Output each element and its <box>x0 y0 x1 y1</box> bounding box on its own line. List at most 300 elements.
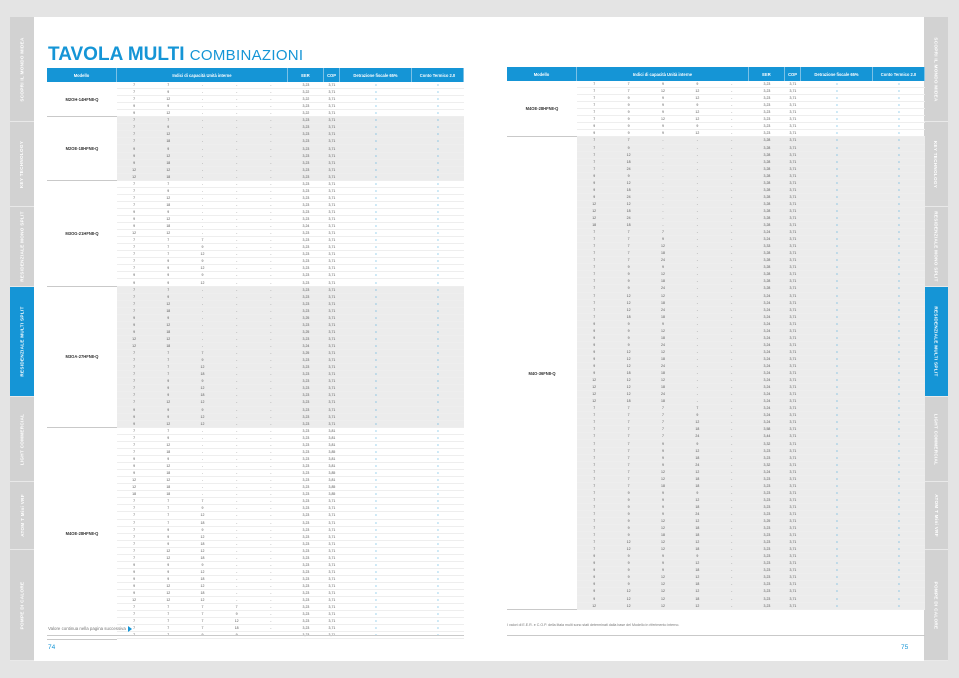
detrazione-dot: • <box>375 407 377 412</box>
capacity-index-cell: 9 <box>627 173 630 178</box>
capacity-index-cell: - <box>731 490 733 495</box>
capacity-index-cell: - <box>270 583 272 588</box>
capacity-index-cell: 9 <box>593 554 596 559</box>
table-row <box>117 153 464 160</box>
table-row <box>577 483 925 490</box>
table-row <box>577 81 925 88</box>
capacity-index-cell: - <box>270 534 272 539</box>
cop-cell: 3,71 <box>328 548 336 553</box>
model-group <box>47 287 464 428</box>
capacity-index-cell: 12 <box>592 208 597 213</box>
capacity-index-cell: 9 <box>662 568 664 573</box>
capacity-index-cell: 9 <box>696 82 699 87</box>
cop-cell: 3,71 <box>789 596 797 601</box>
table-row <box>117 364 464 371</box>
table-row <box>577 314 925 321</box>
detrazione-dot: • <box>836 300 838 305</box>
side-tab-atom-t-mini-vrf[interactable] <box>10 482 34 550</box>
capacity-index-cell: 18 <box>661 251 665 256</box>
capacity-index-cell: 12 <box>166 132 171 137</box>
eer-cell: 3,24 <box>302 224 310 229</box>
eer-cell: 3,32 <box>763 462 771 467</box>
capacity-index-cell: 18 <box>166 471 171 476</box>
table-row <box>577 398 925 405</box>
table-row <box>577 236 925 243</box>
cop-cell: 3,71 <box>328 513 336 518</box>
detrazione-dot: • <box>836 406 838 411</box>
detrazione-dot: • <box>375 534 377 539</box>
eer-cell: 3,23 <box>302 252 310 257</box>
conto-termico-dot: • <box>898 356 900 361</box>
conto-termico-dot: • <box>437 513 439 518</box>
capacity-index-cell: - <box>236 146 238 151</box>
table-row <box>577 250 925 257</box>
capacity-index-cell: 9 <box>167 562 170 567</box>
capacity-index-cell: - <box>731 399 733 404</box>
capacity-index-cell: - <box>662 194 664 199</box>
eer-cell: 3,23 <box>763 103 771 108</box>
capacity-index-cell: 7 <box>593 483 596 488</box>
conto-termico-dot: • <box>898 335 900 340</box>
cop-cell: 3,71 <box>328 499 336 504</box>
capacity-index-cell: - <box>236 485 238 490</box>
capacity-index-cell: - <box>236 301 238 306</box>
capacity-index-cell: 18 <box>661 399 665 404</box>
cop-cell: 3,71 <box>328 118 336 123</box>
capacity-index-cell: 18 <box>661 356 665 361</box>
conto-termico-dot: • <box>898 469 900 474</box>
table-row <box>117 625 464 632</box>
capacity-index-cell: - <box>201 195 204 200</box>
capacity-index-cell: 9 <box>133 280 136 285</box>
left-page <box>10 17 479 661</box>
capacity-index-cell: 12 <box>626 385 631 390</box>
detrazione-dot: • <box>836 173 838 178</box>
capacity-index-cell: 9 <box>133 273 136 278</box>
cop-cell: 3,71 <box>328 287 336 292</box>
table-row <box>117 385 464 392</box>
conto-termico-dot: • <box>898 138 900 143</box>
capacity-index-cell: 9 <box>662 448 664 453</box>
side-tab-scopri-il-mondo-midea[interactable] <box>10 17 34 122</box>
conto-termico-dot: • <box>437 464 439 469</box>
capacity-index-cell: 9 <box>593 561 596 566</box>
cop-cell: 3,71 <box>328 365 336 370</box>
eer-cell: 3,23 <box>763 554 771 559</box>
header-modello: Modello <box>47 68 117 82</box>
capacity-index-cell: - <box>236 245 238 250</box>
table-row <box>577 476 925 483</box>
capacity-index-cell: - <box>696 392 698 397</box>
capacity-index-cell: - <box>731 547 733 552</box>
capacity-index-cell: 7 <box>593 230 596 235</box>
capacity-index-cell: 9 <box>662 455 664 460</box>
conto-termico-dot: • <box>898 187 900 192</box>
table-row <box>577 166 925 173</box>
conto-termico-dot: • <box>437 492 439 497</box>
conto-termico-dot: • <box>898 589 900 594</box>
capacity-index-cell: - <box>270 118 272 123</box>
side-tab-light-commercial[interactable] <box>924 397 948 482</box>
detrazione-dot: • <box>836 194 838 199</box>
capacity-index-cell: 9 <box>627 497 630 502</box>
capacity-index-cell: - <box>201 478 204 483</box>
conto-termico-dot: • <box>898 82 900 87</box>
capacity-index-cell: 7 <box>593 96 596 101</box>
table-row <box>117 407 464 414</box>
capacity-index-cell: 7 <box>133 259 136 264</box>
table-row <box>117 604 464 611</box>
capacity-index-cell: - <box>201 450 204 455</box>
capacity-index-cell: - <box>236 280 238 285</box>
side-tab-residenziale-mono-split[interactable] <box>10 207 34 287</box>
capacity-index-cell: 12 <box>626 349 631 354</box>
cop-cell: 3,71 <box>328 337 336 342</box>
capacity-index-cell: - <box>696 342 698 347</box>
cop-cell: 3,71 <box>789 138 797 143</box>
capacity-index-cell: 12 <box>626 356 631 361</box>
eer-cell: 3,23 <box>302 569 310 574</box>
cop-cell: 3,71 <box>328 202 336 207</box>
capacity-index-cell: - <box>201 457 204 462</box>
capacity-index-cell: - <box>270 569 272 574</box>
capacity-index-cell: - <box>270 605 272 610</box>
eer-cell: 3,23 <box>302 210 310 215</box>
cop-cell: 3,71 <box>328 421 336 426</box>
capacity-index-cell: 7 <box>133 118 136 123</box>
detrazione-dot: • <box>836 399 838 404</box>
capacity-index-cell: 7 <box>133 605 136 610</box>
table-row <box>117 505 464 512</box>
eer-cell: 3,28 <box>763 201 771 206</box>
table-row <box>117 392 464 399</box>
detrazione-dot: • <box>836 441 838 446</box>
capacity-index-cell: - <box>731 392 733 397</box>
table-row <box>117 209 464 216</box>
capacity-index-cell: - <box>696 356 698 361</box>
eer-cell: 3,23 <box>763 504 771 509</box>
table-row <box>577 109 925 116</box>
capacity-index-cell: - <box>662 223 664 228</box>
detrazione-dot: • <box>375 421 377 426</box>
table-row <box>117 597 464 604</box>
capacity-index-cell: 9 <box>662 321 664 326</box>
conto-termico-dot: • <box>898 483 900 488</box>
capacity-index-cell: 7 <box>593 455 596 460</box>
capacity-index-cell: - <box>270 478 272 483</box>
capacity-index-cell: - <box>662 159 664 164</box>
side-navigation-left <box>10 17 34 661</box>
table-row <box>117 569 464 576</box>
cop-cell: 3,71 <box>789 258 797 263</box>
capacity-index-cell: 12 <box>166 478 171 483</box>
conto-termico-dot: • <box>898 385 900 390</box>
detrazione-dot: • <box>375 188 377 193</box>
conto-termico-dot: • <box>898 124 900 129</box>
table-row <box>577 222 925 229</box>
conto-termico-dot: • <box>898 448 900 453</box>
capacity-index-cell: 9 <box>133 421 136 426</box>
conto-termico-dot: • <box>898 378 900 383</box>
capacity-index-cell: 7 <box>627 441 630 446</box>
eer-cell: 3,23 <box>763 511 771 516</box>
table-row <box>117 343 464 350</box>
capacity-index-cell: 7 <box>133 379 136 384</box>
conto-termico-dot: • <box>898 490 900 495</box>
table-row <box>117 414 464 421</box>
side-tab-pompe-di-calore[interactable] <box>10 550 34 661</box>
eer-cell: 3,28 <box>763 166 771 171</box>
capacity-index-cell: 12 <box>166 548 171 553</box>
cop-cell: 3,71 <box>328 400 336 405</box>
detrazione-dot: • <box>836 603 838 608</box>
capacity-index-cell: - <box>731 265 733 270</box>
capacity-index-cell: 9 <box>167 386 170 391</box>
eer-cell: 3,24 <box>763 356 771 361</box>
conto-termico-dot: • <box>898 201 900 206</box>
side-tab-pompe-di-calore[interactable] <box>924 550 948 661</box>
eer-cell: 3,23 <box>302 188 310 193</box>
capacity-index-cell: - <box>731 385 733 390</box>
detrazione-dot: • <box>375 287 377 292</box>
capacity-index-cell: - <box>731 103 733 108</box>
capacity-index-cell: 12 <box>661 89 665 94</box>
cop-cell: 3,71 <box>328 104 336 109</box>
cop-cell: 3,71 <box>789 497 797 502</box>
capacity-index-cell: 24 <box>661 307 665 312</box>
table-row <box>577 307 925 314</box>
capacity-index-cell: 9 <box>201 506 204 511</box>
eer-cell: 3,23 <box>763 526 771 531</box>
capacity-index-cell: - <box>236 407 238 412</box>
capacity-index-cell: - <box>696 180 698 185</box>
capacity-index-cell: - <box>201 308 204 313</box>
eer-cell: 3,23 <box>302 400 310 405</box>
cop-cell: 3,71 <box>328 555 336 560</box>
capacity-index-cell: 7 <box>133 435 136 440</box>
capacity-index-cell: - <box>201 344 204 349</box>
capacity-index-cell: - <box>731 131 733 136</box>
capacity-index-cell: - <box>696 251 698 256</box>
cop-cell: 3,71 <box>789 392 797 397</box>
detrazione-dot: • <box>836 349 838 354</box>
table-row <box>577 525 925 532</box>
side-tab-atom-t-mini-vrf[interactable] <box>924 482 948 550</box>
model-name: M2OH-14HFN8-Q <box>47 82 117 117</box>
cop-cell: 3,71 <box>789 469 797 474</box>
side-tab-scopri-il-mondo-midea[interactable] <box>924 17 948 122</box>
conto-termico-dot: • <box>898 223 900 228</box>
cop-cell: 3,71 <box>789 96 797 101</box>
capacity-index-cell: - <box>270 104 272 109</box>
capacity-index-cell: 7 <box>133 372 136 377</box>
cop-cell: 3,71 <box>789 251 797 256</box>
capacity-index-cell: 9 <box>593 194 596 199</box>
cop-cell: 3,71 <box>789 363 797 368</box>
capacity-index-cell: - <box>201 217 204 222</box>
capacity-index-cell: 7 <box>133 358 136 363</box>
capacity-index-cell: 24 <box>626 194 631 199</box>
page-title <box>48 44 303 66</box>
capacity-index-cell: 9 <box>593 582 596 587</box>
detrazione-dot: • <box>836 427 838 432</box>
side-tab-light-commercial[interactable] <box>10 397 34 482</box>
capacity-index-cell: - <box>731 138 733 143</box>
table-row <box>577 440 925 447</box>
capacity-index-cell: 9 <box>696 413 699 418</box>
table-row <box>577 321 925 328</box>
table-row <box>577 145 925 152</box>
capacity-index-cell: - <box>201 132 204 137</box>
capacity-index-cell: - <box>201 485 204 490</box>
capacity-index-cell: 9 <box>662 110 664 115</box>
cop-cell: 3,71 <box>789 399 797 404</box>
capacity-index-cell: - <box>731 187 733 192</box>
capacity-index-cell: 7 <box>593 476 596 481</box>
capacity-index-cell: 18 <box>695 596 700 601</box>
capacity-index-cell: 9 <box>593 589 596 594</box>
table-row <box>117 618 464 625</box>
capacity-index-cell: 7 <box>133 612 136 617</box>
capacity-index-cell: - <box>236 555 238 560</box>
table-row <box>577 293 925 300</box>
eer-cell: 3,23 <box>302 132 310 137</box>
capacity-index-cell: 12 <box>166 337 171 342</box>
detrazione-dot: • <box>375 485 377 490</box>
detrazione-dot: • <box>375 252 377 257</box>
table-row <box>577 123 925 130</box>
capacity-index-cell: 7 <box>133 245 136 250</box>
side-tab-residenziale-multi-split[interactable] <box>924 287 948 397</box>
capacity-index-cell: 7 <box>167 428 170 433</box>
header-eer: EER <box>749 67 785 81</box>
capacity-index-cell: 18 <box>132 492 137 497</box>
side-tab-residenziale-mono-split[interactable] <box>924 207 948 287</box>
capacity-index-cell: 7 <box>627 462 630 467</box>
capacity-index-cell: 12 <box>592 603 597 608</box>
detrazione-dot: • <box>836 82 838 87</box>
detrazione-dot: • <box>375 414 377 419</box>
capacity-index-cell: - <box>662 166 664 171</box>
conto-termico-dot: • <box>898 272 900 277</box>
conto-termico-dot: • <box>437 294 439 299</box>
capacity-index-cell: - <box>731 82 733 87</box>
capacity-index-cell: - <box>270 330 272 335</box>
capacity-index-cell: 9 <box>627 554 630 559</box>
right-page <box>479 17 948 661</box>
capacity-index-cell: - <box>731 124 733 129</box>
table-row <box>117 145 464 152</box>
cop-cell: 3,71 <box>328 273 336 278</box>
capacity-index-cell: 18 <box>661 300 665 305</box>
capacity-index-cell: - <box>236 358 238 363</box>
cop-cell: 3,71 <box>328 576 336 581</box>
capacity-index-cell: - <box>270 160 272 165</box>
eer-cell: 3,28 <box>763 258 771 263</box>
capacity-index-cell: 9 <box>662 462 664 467</box>
capacity-index-cell: 18 <box>695 582 700 587</box>
capacity-index-cell: 9 <box>627 321 630 326</box>
capacity-index-cell: 9 <box>627 96 630 101</box>
capacity-index-cell: - <box>731 335 733 340</box>
capacity-index-cell: 12 <box>695 603 700 608</box>
capacity-index-cell: 9 <box>627 519 630 524</box>
detrazione-dot: • <box>375 358 377 363</box>
capacity-index-cell: - <box>201 428 204 433</box>
capacity-index-cell: 7 <box>593 547 596 552</box>
conto-termico-dot: • <box>437 181 439 186</box>
capacity-index-cell: - <box>270 506 272 511</box>
capacity-index-cell: - <box>201 337 204 342</box>
capacity-index-cell: - <box>236 210 238 215</box>
eer-cell: 3,25 <box>302 315 310 320</box>
capacity-index-cell: - <box>731 455 733 460</box>
detrazione-dot: • <box>836 363 838 368</box>
eer-cell: 3,28 <box>763 152 771 157</box>
capacity-index-cell: 18 <box>695 533 700 538</box>
capacity-index-cell: 7 <box>167 181 170 186</box>
capacity-index-cell: - <box>662 138 664 143</box>
table-row <box>577 215 925 222</box>
table-row <box>117 336 464 343</box>
cop-cell: 3,71 <box>789 124 797 129</box>
side-tab-residenziale-multi-split[interactable] <box>10 287 34 397</box>
cop-cell: 3,71 <box>328 252 336 257</box>
capacity-index-cell: 18 <box>661 279 665 284</box>
conto-termico-dot: • <box>437 443 439 448</box>
capacity-index-cell: - <box>696 194 698 199</box>
detrazione-dot: • <box>836 201 838 206</box>
detrazione-dot: • <box>375 428 377 433</box>
capacity-index-cell: 9 <box>133 583 136 588</box>
table-row <box>577 285 925 292</box>
capacity-index-cell: - <box>731 497 733 502</box>
arrow-right-icon[interactable] <box>128 626 132 632</box>
capacity-index-cell: - <box>696 159 698 164</box>
detrazione-dot: • <box>375 217 377 222</box>
conto-termico-dot: • <box>437 421 439 426</box>
capacity-index-cell: 9 <box>627 145 630 150</box>
table-row <box>577 300 925 307</box>
header-cop: COP <box>324 68 340 82</box>
capacity-index-cell: 18 <box>166 174 171 179</box>
capacity-index-cell: - <box>731 307 733 312</box>
capacity-index-cell: 9 <box>662 124 664 129</box>
capacity-index-cell: 7 <box>133 132 136 137</box>
capacity-index-cell: 18 <box>626 208 631 213</box>
detrazione-dot: • <box>836 371 838 376</box>
capacity-index-cell: - <box>731 223 733 228</box>
detrazione-dot: • <box>836 469 838 474</box>
table-row <box>577 271 925 278</box>
capacity-index-cell: 9 <box>133 330 136 335</box>
conto-termico-dot: • <box>898 237 900 242</box>
capacity-index-cell: 9 <box>167 379 170 384</box>
side-tab-key-technology[interactable] <box>924 122 948 207</box>
capacity-index-cell: - <box>201 97 204 102</box>
eer-cell: 3,24 <box>763 349 771 354</box>
capacity-index-cell: - <box>731 462 733 467</box>
capacity-index-cell: 12 <box>200 252 205 257</box>
detrazione-dot: • <box>375 308 377 313</box>
capacity-index-cell: - <box>201 287 204 292</box>
capacity-index-cell: - <box>236 478 238 483</box>
detrazione-dot: • <box>836 230 838 235</box>
side-tab-key-technology[interactable] <box>10 122 34 207</box>
eer-cell: 3,24 <box>763 420 771 425</box>
table-row <box>117 96 464 103</box>
capacity-index-cell: 7 <box>133 181 136 186</box>
